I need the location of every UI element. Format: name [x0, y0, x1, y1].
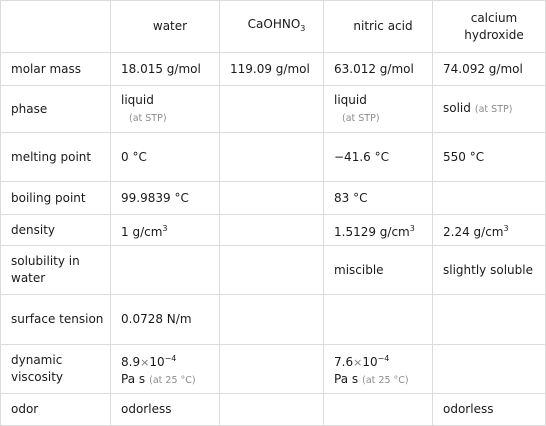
- corner-cell: [1, 1, 111, 53]
- cell-nitric-acid-solubility: miscible: [324, 246, 433, 295]
- table-row-density: [1, 215, 546, 246]
- cell-caohno3-melting-point: [220, 133, 324, 182]
- table-row-viscosity: [1, 345, 546, 394]
- column-header-nitric-acid: nitric acid: [324, 1, 433, 53]
- row-header-melting-point: melting point: [1, 133, 111, 182]
- column-header-calcium-hydroxide: calcium hydroxide: [433, 1, 546, 53]
- cell-calcium-hydroxide-odor: odorless: [433, 394, 546, 426]
- phase-condition-note: (at STP): [342, 112, 380, 124]
- cell-water-melting-point: 0 °C: [111, 133, 220, 182]
- cell-caohno3-phase: [220, 86, 324, 133]
- temperature-condition-note: (at 25 °C): [149, 374, 196, 386]
- table-row-melting-point: [1, 133, 546, 182]
- cell-nitric-acid-viscosity: $7.6\times 10^{-4}$ Pa s (at 25 °C): [324, 345, 433, 394]
- table-row-boiling-point: [1, 182, 546, 215]
- column-header-water: water: [111, 1, 220, 53]
- cell-caohno3-odor: [220, 394, 324, 426]
- cell-water-solubility: [111, 246, 220, 295]
- cell-nitric-acid-molar-mass: 63.012 g/mol: [324, 53, 433, 86]
- table-row-surface-tension: [1, 295, 546, 345]
- cell-nitric-acid-boiling-point: 83 °C: [324, 182, 433, 215]
- cell-caohno3-boiling-point: [220, 182, 324, 215]
- cell-calcium-hydroxide-density: 2.24 $g/cm^3$: [433, 215, 546, 246]
- cell-caohno3-viscosity: [220, 345, 324, 394]
- table-row-molar-mass: [1, 53, 546, 86]
- row-header-boiling-point: boiling point: [1, 182, 111, 215]
- cell-calcium-hydroxide-surface-tension: [433, 295, 546, 345]
- row-header-odor: odor: [1, 394, 111, 426]
- cell-caohno3-solubility: [220, 246, 324, 295]
- phase-condition-note: (at STP): [474, 104, 513, 115]
- table-row-odor: [1, 394, 546, 426]
- row-header-surface-tension: surface tension: [1, 295, 111, 345]
- cell-nitric-acid-surface-tension: [324, 295, 433, 345]
- row-header-solubility: solubility in water: [1, 246, 111, 295]
- row-header-viscosity: dynamic viscosity: [1, 345, 111, 394]
- row-header-phase: phase: [1, 86, 111, 133]
- header-row: [1, 1, 546, 53]
- cell-water-odor: odorless: [111, 394, 220, 426]
- cell-calcium-hydroxide-molar-mass: 74.092 g/mol: [433, 53, 546, 86]
- cell-calcium-hydroxide-melting-point: 550 °C: [433, 133, 546, 182]
- phase-condition-note: (at STP): [129, 112, 167, 124]
- cell-calcium-hydroxide-boiling-point: [433, 182, 546, 215]
- cell-caohno3-molar-mass: 119.09 g/mol: [220, 53, 324, 86]
- cell-water-molar-mass: 18.015 g/mol: [111, 53, 220, 86]
- row-header-molar-mass: molar mass: [1, 53, 111, 86]
- cell-water-density: 1 $g/cm^3$: [111, 215, 220, 246]
- row-header-density: density: [1, 215, 111, 246]
- cell-water-boiling-point: 99.9839 °C: [111, 182, 220, 215]
- cell-calcium-hydroxide-viscosity: [433, 345, 546, 394]
- cell-calcium-hydroxide-solubility: slightly soluble: [433, 246, 546, 295]
- cell-nitric-acid-phase: liquid (at STP): [324, 86, 433, 133]
- table-row-phase: [1, 86, 546, 133]
- temperature-condition-note: (at 25 °C): [362, 374, 409, 386]
- cell-nitric-acid-density: 1.5129 $g/cm^3$: [324, 215, 433, 246]
- cell-nitric-acid-melting-point: −41.6 °C: [324, 133, 433, 182]
- cell-water-phase: liquid (at STP): [111, 86, 220, 133]
- cell-caohno3-density: [220, 215, 324, 246]
- cell-water-viscosity: $8.9\times 10^{-4}$ Pa s (at 25 °C): [111, 345, 220, 394]
- cell-water-surface-tension: 0.0728 N/m: [111, 295, 220, 345]
- column-header-caohno3: CaOHNO$_3$: [220, 1, 324, 53]
- cell-nitric-acid-odor: [324, 394, 433, 426]
- cell-calcium-hydroxide-phase: solid (at STP): [433, 86, 546, 133]
- table-row-solubility: [1, 246, 546, 295]
- cell-caohno3-surface-tension: [220, 295, 324, 345]
